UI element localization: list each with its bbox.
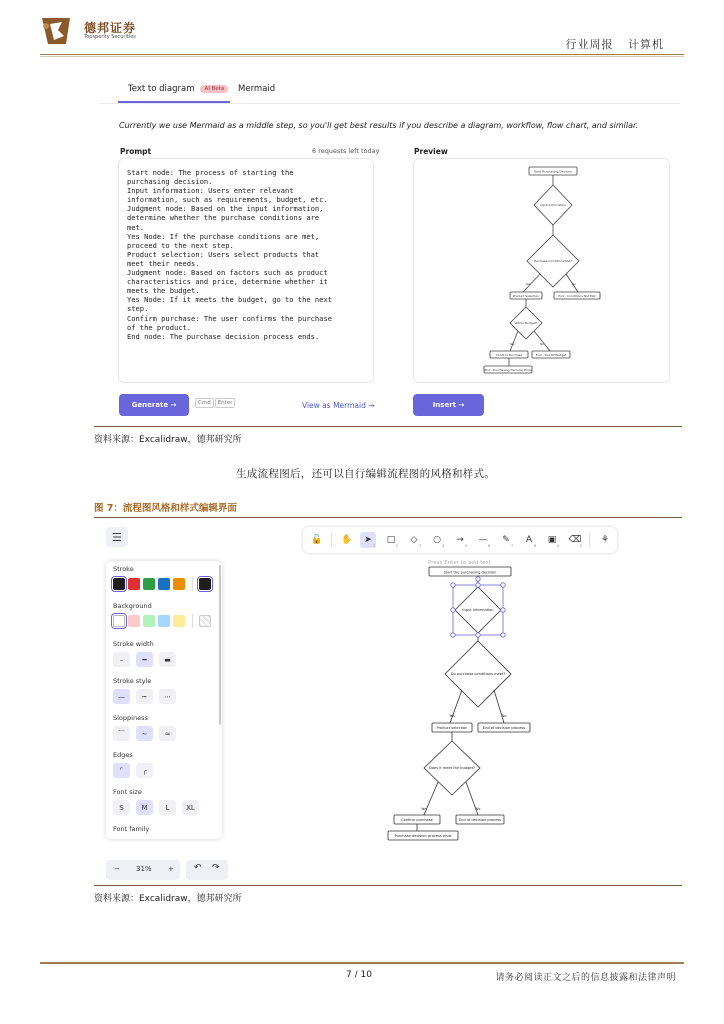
canvas-node-input: Input information <box>462 608 494 612</box>
tool-shortcut-2: 2 <box>396 544 399 548</box>
tool-shortcut-5: 5 <box>465 544 468 548</box>
sloppiness-cartoonist[interactable]: ≈ <box>159 726 176 741</box>
canvas-node-end2: End of decision process <box>458 818 502 822</box>
canvas-label-yes2: Yes <box>421 807 427 811</box>
source-note-2: 资料来源：Excalidraw，德邦研究所 <box>94 894 242 904</box>
footer-disclaimer: 请务必阅读正文之后的信息披露和法律声明 <box>495 973 676 983</box>
stroke-color-swatch[interactable] <box>158 578 170 590</box>
ellipse-icon[interactable]: ○ <box>433 535 441 545</box>
stroke-width-extra-bold[interactable]: ▬ <box>159 652 176 667</box>
preview-pane <box>413 158 670 383</box>
background-color-swatch[interactable] <box>143 615 155 627</box>
undo-icon[interactable]: ↶ <box>194 863 202 873</box>
image-icon[interactable]: ▣ <box>547 535 557 545</box>
preview-node-end-final: End - Purchasing Decision Ends <box>484 368 532 372</box>
lock-icon[interactable]: 🔓 <box>311 535 323 545</box>
background-color-swatch[interactable] <box>158 615 170 627</box>
company-logo <box>40 14 74 46</box>
main-menu-button[interactable]: ☰ <box>106 527 128 547</box>
eraser-icon[interactable]: ⌫ <box>568 535 582 545</box>
report-sector: 计算机 <box>628 38 664 51</box>
preview-label-no1: No <box>571 282 577 286</box>
stroke-style-dotted[interactable]: ⋯ <box>159 689 176 704</box>
stroke-label: Stroke <box>113 565 134 573</box>
tool-shortcut-7: 7 <box>511 544 514 548</box>
report-type: 行业周报 <box>565 38 614 51</box>
swatch-divider <box>192 614 193 628</box>
generate-button[interactable]: Generate → <box>119 394 189 416</box>
canvas-flowchart[interactable] <box>380 565 540 845</box>
pencil-icon[interactable]: ✎ <box>502 535 510 545</box>
background-transparent-swatch[interactable] <box>113 615 125 627</box>
canvas-node-product: Product selection <box>436 726 468 730</box>
shortcut-hint <box>195 400 236 406</box>
canvas-label-no2: No <box>475 807 481 811</box>
undo-redo-controls <box>186 860 228 880</box>
footer-rule <box>40 962 684 964</box>
preview-node-product: Product Selection <box>512 294 540 298</box>
background-label: Background <box>113 602 152 610</box>
preview-label-yes2: Yes <box>509 342 515 346</box>
stroke-color-swatch[interactable] <box>113 578 125 590</box>
text-to-diagram-dialog <box>100 60 680 425</box>
company-name-cn: 德邦证券 <box>84 21 137 35</box>
stroke-style-solid[interactable]: — <box>113 689 130 704</box>
preview-label-yes1: Yes <box>525 282 531 286</box>
background-color-swatch[interactable] <box>173 615 185 627</box>
sloppiness-architect[interactable]: ⌒ <box>113 726 130 741</box>
stroke-width-thin[interactable]: – <box>113 652 130 667</box>
selection-icon[interactable]: ➤ <box>360 532 376 548</box>
canvas-node-start: Start the purchasing decision <box>443 570 497 575</box>
tool-shortcut-3: 3 <box>419 544 422 548</box>
requests-left: 6 requests left today <box>312 147 380 155</box>
preview-node-judge1: Purchase Conditions Met? <box>533 259 573 263</box>
current-stroke-color[interactable] <box>199 578 211 590</box>
edges-round[interactable]: ╭ <box>136 763 153 778</box>
canvas-node-confirm: Confirm purchase <box>401 818 433 822</box>
figure7-bottom-rule <box>94 885 682 886</box>
font-size-l[interactable]: L <box>159 800 176 815</box>
stroke-width-label: Stroke width <box>113 640 154 648</box>
header-rule <box>40 54 684 55</box>
arrow-icon[interactable]: → <box>456 535 464 545</box>
toolbar-divider <box>331 533 332 547</box>
zoom-level[interactable]: 31% <box>136 865 152 873</box>
hand-icon[interactable]: ✋ <box>341 535 353 545</box>
preview-flowchart <box>414 159 670 383</box>
sloppiness-artist[interactable]: ∼ <box>136 726 153 741</box>
line-icon[interactable]: — <box>478 535 488 545</box>
preview-node-end-over: End - Out Of Budget <box>535 353 567 357</box>
tool-shortcut-1: 1 <box>373 544 376 548</box>
prompt-input[interactable] <box>118 158 374 383</box>
background-color-swatch[interactable] <box>128 615 140 627</box>
source-note-1: 资料来源：Excalidraw，德邦研究所 <box>94 435 242 445</box>
library-icon[interactable]: ⚘ <box>600 535 610 545</box>
font-size-xl[interactable]: XL <box>182 800 199 815</box>
tool-shortcut-8: 8 <box>534 544 537 548</box>
tool-shortcut-4: 4 <box>442 544 445 548</box>
edges-label: Edges <box>113 751 133 759</box>
canvas-node-end1: End of decision process <box>482 726 526 730</box>
stroke-style-label: Stroke style <box>113 677 152 685</box>
canvas-hint: Press Enter to add text <box>428 560 491 566</box>
header-rule-light <box>40 56 684 57</box>
style-properties-panel <box>106 561 222 839</box>
current-background-color[interactable] <box>199 615 211 627</box>
rectangle-icon[interactable]: □ <box>386 535 396 545</box>
preview-label: Preview <box>414 147 448 156</box>
canvas-node-budget: Does it meet the budget? <box>429 766 475 770</box>
preview-node-input: Input Information <box>539 203 567 207</box>
prompt-text: Start node: The process of starting the purchasing decision. Input information: Users enter relevant information, such as requirements, budget, etc. Judgment node: Based on the input information, determine whether the purchase conditions are met. Yes Node: If the purchase conditions are met, proceed to the next step. Product selection: Users select products that meet their needs. Judgment node: Based on factors such as product characteristics and price, determine whether it meets the budget. Yes Node: If it meets the budget, go to the next step. Confirm purchase: The user confirms the purchase of the product. End node: The purchase decision process ends. <box>127 168 332 341</box>
text-icon[interactable]: A <box>525 535 533 545</box>
page-number: 7 / 10 <box>346 970 372 980</box>
stroke-color-swatch[interactable] <box>173 578 185 590</box>
body-paragraph: 生成流程图后，还可以自行编辑流程图的风格和样式。 <box>236 468 496 480</box>
figure6-bottom-rule <box>94 426 682 427</box>
figure7-title: 图 7：流程图风格和样式编辑界面 <box>94 503 237 514</box>
font-size-m[interactable]: M <box>136 800 153 815</box>
insert-button[interactable]: Insert → <box>413 394 484 416</box>
panel-scrollbar[interactable] <box>219 565 221 725</box>
tab-text-to-diagram[interactable] <box>128 84 228 94</box>
tab-divider <box>100 103 680 104</box>
figure7-top-rule <box>94 517 682 518</box>
tab-text-to-diagram-label: Text to diagram <box>128 84 195 94</box>
preview-node-confirm: Confirm Purchase <box>495 353 523 357</box>
tab-mermaid[interactable]: Mermaid <box>238 84 276 94</box>
diamond-icon[interactable]: ◇ <box>410 535 418 545</box>
stroke-color-swatch[interactable] <box>143 578 155 590</box>
preview-label-no2: No <box>539 342 545 346</box>
report-category <box>556 36 665 52</box>
preview-node-end-not-met: End - Conditions Not Met <box>558 294 596 298</box>
edges-sharp[interactable]: ⌜ <box>113 763 130 778</box>
drawing-toolbar <box>303 527 617 553</box>
canvas-node-end-final: Purchase decision process ends <box>394 834 452 838</box>
zoom-out-button[interactable]: − <box>114 865 120 873</box>
prompt-label: Prompt <box>120 147 152 156</box>
preview-node-budget: Within Budget? <box>514 321 538 325</box>
company-name-en: Topsperity Securities <box>84 34 136 40</box>
canvas-node-judge1: Do purchase conditions meet? <box>450 672 506 676</box>
zoom-in-button[interactable]: + <box>168 865 174 873</box>
tool-shortcut-0: 0 <box>580 544 583 548</box>
kbd-cmd: Cmd <box>195 398 214 408</box>
intro-text: Currently we use Mermaid as a middle step, so you'll get best results if you describe a diagram, workflow, flow chart, and similar. <box>119 121 639 130</box>
ai-beta-badge: AI Beta <box>200 85 228 93</box>
sloppiness-label: Sloppiness <box>113 714 148 722</box>
preview-node-start: Start Purchasing Decision <box>533 169 573 174</box>
font-family-label: Font family <box>113 825 150 833</box>
view-as-mermaid-link[interactable]: View as Mermaid → <box>302 401 375 410</box>
font-size-s[interactable]: S <box>113 800 130 815</box>
swatch-divider <box>192 577 193 591</box>
toolbar-divider <box>589 533 590 547</box>
tool-shortcut-9: 9 <box>557 544 560 548</box>
font-size-label: Font size <box>113 788 142 796</box>
stroke-style-dashed[interactable]: ┅ <box>136 689 153 704</box>
canvas-label-no1: No <box>501 714 507 718</box>
tool-shortcut-6: 6 <box>488 544 491 548</box>
kbd-enter: Enter <box>215 398 236 408</box>
stroke-width-bold[interactable]: ━ <box>136 652 153 667</box>
zoom-controls <box>106 860 180 880</box>
stroke-color-swatch[interactable] <box>128 578 140 590</box>
redo-icon[interactable]: ↷ <box>212 863 220 873</box>
canvas-label-yes1: Yes <box>449 714 455 718</box>
